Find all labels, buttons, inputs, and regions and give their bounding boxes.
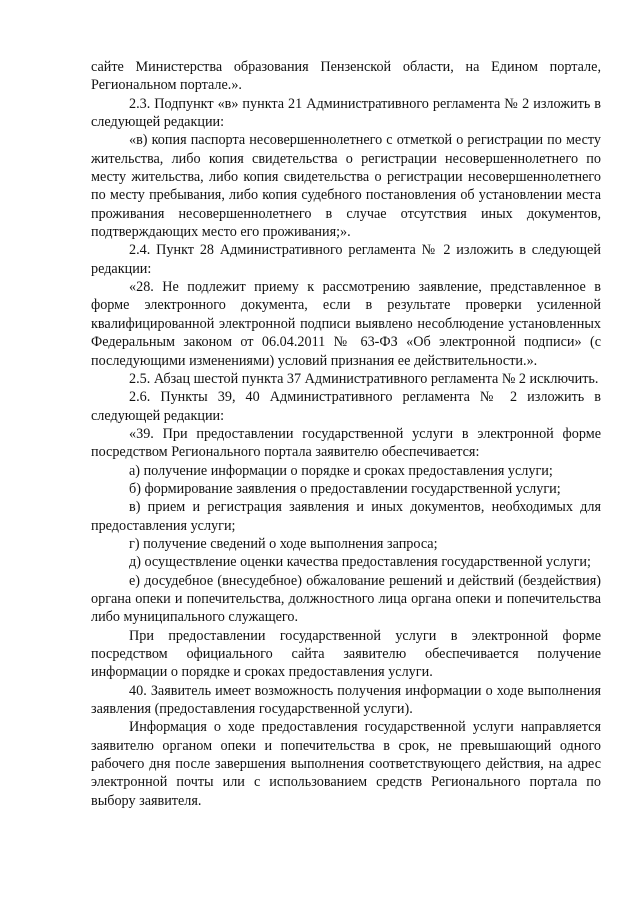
paragraph: 40. Заявитель имеет возможность получения информации о ходе выполнения заявления (предоставления государственной услуги).: [91, 682, 601, 718]
paragraph: 2.5. Абзац шестой пункта 37 Административного регламента № 2 исключить.: [129, 370, 599, 387]
paragraph: «39. При предоставлении государственной услуги в электронной форме посредством Регионального портала заявителю обеспечивается:: [91, 425, 601, 461]
paragraph: сайте Министерства образования Пензенской области, на Едином портале, Региональном портале.».: [91, 59, 601, 94]
document-page: [91, 58, 601, 810]
paragraph: 2.6. Пункты 39, 40 Административного регламента № 2 изложить в следующей редакции:: [91, 389, 601, 424]
paragraph: 2.3. Подпункт «в» пункта 21 Административного регламента № 2 изложить в следующей редакции:: [91, 95, 601, 131]
paragraph: Информация о ходе предоставления государственной услуги направляется заявителю органом опеки и попечительства в срок, не превышающий одного рабочего дня после завершения выполнения соответствующего действия, на адрес электронной почты или с использованием средств Регионального портала по выбору заявителя.: [91, 719, 601, 809]
list-item: в) прием и регистрация заявления и иных документов, необходимых для предоставления услуги;: [91, 499, 601, 534]
list-item: г) получение сведений о ходе выполнения запроса;: [129, 535, 438, 552]
paragraph: «в) копия паспорта несовершеннолетнего с отметкой о регистрации по месту жительства, либо копия свидетельства о регистрации несовершеннолетнего по месту жительства, либо копия свидетельства о регистрации несовершеннолетнего по месту пребывания, либо копия судебного постановления об установлении места проживания несовершеннолетнего в случае отсутствия иных документов, подтверждающих место его проживания;».: [91, 132, 601, 241]
paragraph: «28. Не подлежит приему к рассмотрению заявление, представленное в форме электронного документа, если в результате проверки усиленной квалифицированной электронной подписи выявлено несоблюдение установленных Федеральным законом от 06.04.2011 № 63-ФЗ «Об электронной подписи» (с последующими изменениями) условий признания ее действительности.».: [91, 279, 601, 369]
list-item: а) получение информации о порядке и сроках предоставления услуги;: [129, 462, 553, 479]
page-bottom-margin: [0, 870, 640, 905]
list-item: е) досудебное (внесудебное) обжалование решений и действий (бездействия) органа опеки и попечительства, должностного лица органа опеки и попечительства либо муниципального служащего.: [91, 572, 601, 626]
paragraph: 2.4. Пункт 28 Административного регламента № 2 изложить в следующей редакции:: [91, 242, 601, 277]
list-item: б) формирование заявления о предоставлении государственной услуги;: [129, 480, 561, 497]
paragraph: При предоставлении государственной услуги в электронной форме посредством официального сайта заявителю обеспечивается получение информации о порядке и сроках предоставления услуги.: [91, 627, 601, 681]
list-item: д) осуществление оценки качества предоставления государственной услуги;: [129, 554, 591, 571]
